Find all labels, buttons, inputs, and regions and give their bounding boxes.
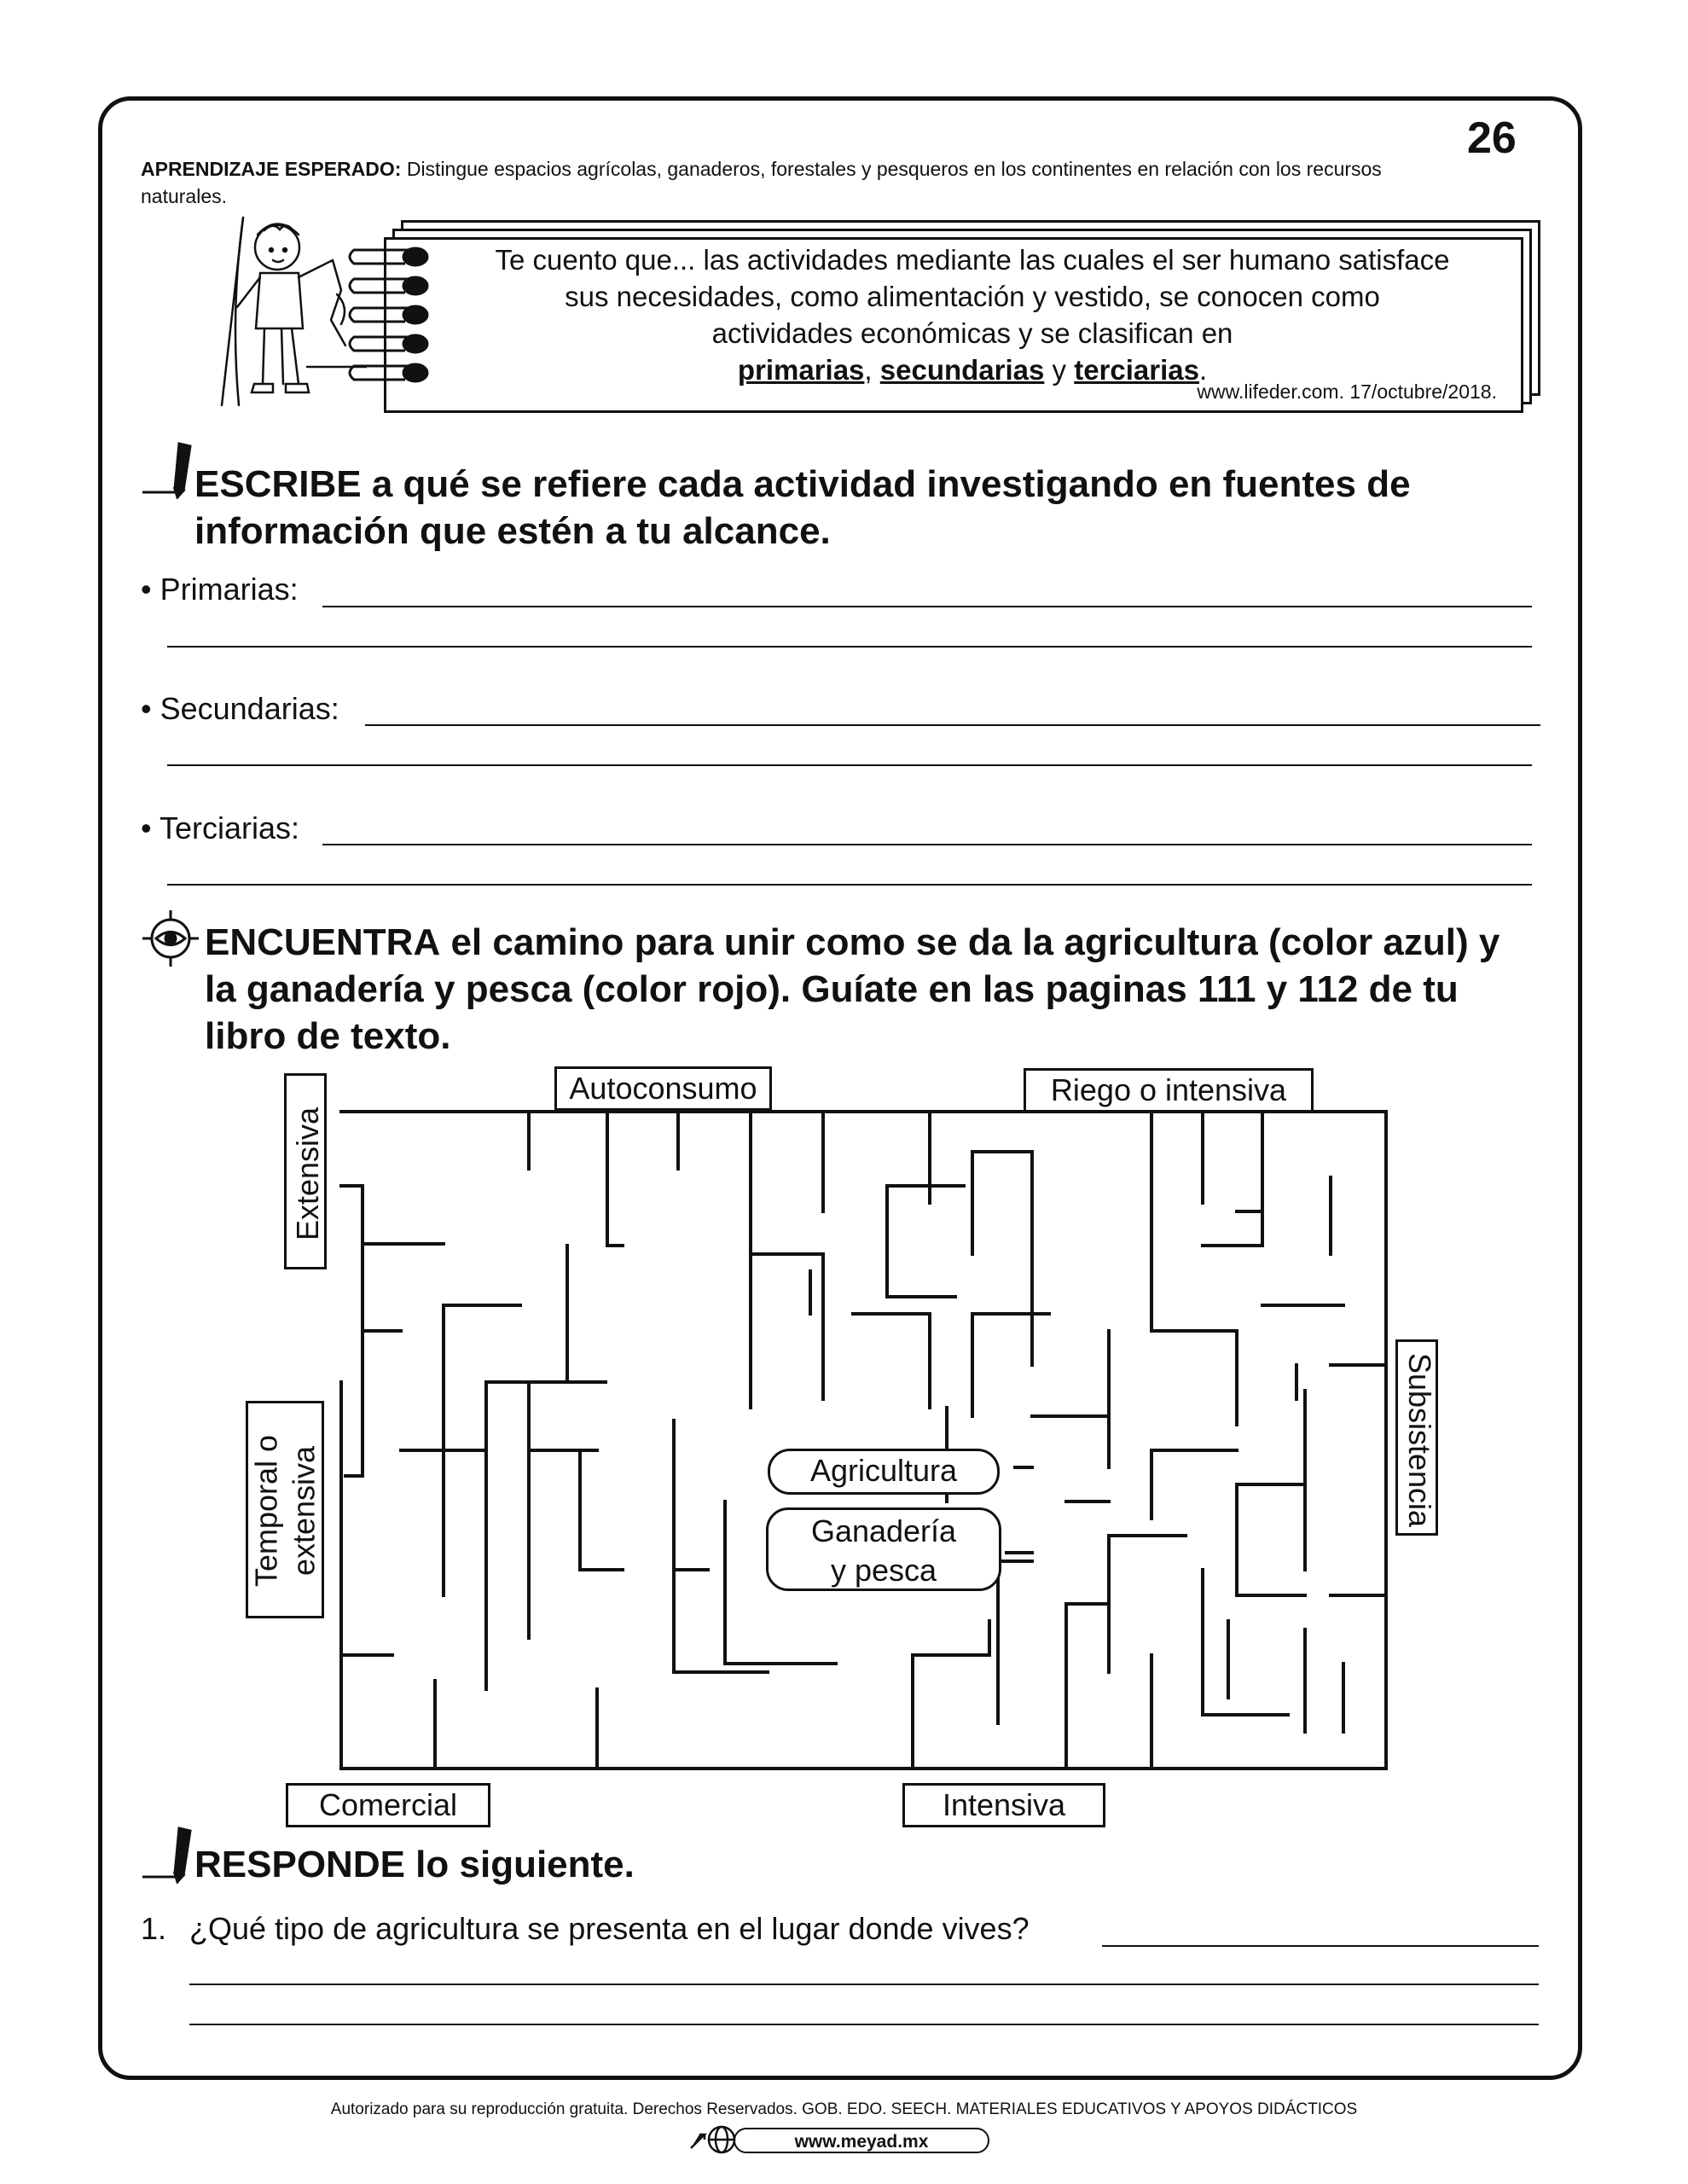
section-escribe-keyword: ESCRIBE: [194, 463, 362, 505]
conjunction: y: [1052, 354, 1067, 386]
footer-url[interactable]: www.meyad.mx: [734, 2128, 989, 2153]
maze-label-riego[interactable]: Riego o intensiva: [1024, 1068, 1314, 1112]
info-card-line-1: Te cuento que... las actividades mediante las cuales el ser humano satisface: [495, 244, 1450, 276]
section-responde-keyword: RESPONDE: [194, 1844, 405, 1885]
footer-text: Autorizado para su reproducción gratuita. Derechos Reservados. GOB. EDO. SEECH. MATERIALES EDUCATIVOS Y APOYOS DIDÁCTICOS: [330, 2100, 1358, 2118]
maze-label-autoconsumo[interactable]: Autoconsumo: [554, 1066, 772, 1111]
maze-label-temporal-box[interactable]: [246, 1401, 324, 1618]
section-encuentra-keyword: ENCUENTRA: [205, 921, 441, 963]
maze-label-subsistencia: Subsistencia: [1402, 1352, 1437, 1528]
field-label-primarias: • Primarias:: [141, 572, 299, 607]
learning-objective-text: Distingue espacios agrícolas, ganaderos, forestales y pesqueros en los continentes en relación con los recursos naturales.: [141, 158, 1382, 207]
maze-label-intensiva[interactable]: Intensiva: [902, 1783, 1105, 1827]
page-number: 26: [1467, 113, 1517, 163]
section-escribe-line-1: a qué se refiere cada actividad investigando en fuentes de: [361, 463, 1411, 505]
section-encuentra-line-1: el camino para unir como se da la agricultura (color azul) y: [440, 921, 1500, 963]
question-number: 1.: [141, 1911, 167, 1946]
field-label-terciarias: • Terciarias:: [141, 810, 299, 845]
globe-cursor-icon: [689, 2123, 740, 2157]
maze-label-subsistencia-box[interactable]: [1395, 1339, 1438, 1536]
question-1: ¿Qué tipo de agricultura se presenta en el lugar donde vives?: [189, 1911, 1030, 1946]
maze-start-ganaderia[interactable]: [766, 1507, 1001, 1591]
source-citation: www.lifeder.com. 17/octubre/2018.: [1197, 380, 1497, 403]
maze-start-ganaderia-line-2: y pesca: [830, 1553, 937, 1588]
period: .: [1199, 354, 1208, 386]
maze-start-ganaderia-line-1: Ganadería: [810, 1513, 957, 1548]
maze-label-comercial[interactable]: Comercial: [286, 1783, 490, 1827]
term-secundarias: secundarias: [879, 354, 1045, 386]
info-card-line-3: actividades económicas y se clasifican en: [711, 317, 1233, 349]
section-escribe-line-2: información que estén a tu alcance.: [194, 510, 831, 552]
term-primarias: primarias: [737, 354, 865, 386]
answer-line-q1-1[interactable]: [1102, 1945, 1539, 1947]
maze-label-temporal: [248, 1403, 327, 1620]
maze-label-extensiva-box[interactable]: [284, 1073, 327, 1269]
section-responde-heading: [194, 1841, 635, 1888]
answer-line-q1-3[interactable]: [189, 2024, 1539, 2025]
maze-label-extensiva: Extensiva: [290, 1107, 325, 1241]
learning-objective-label: APRENDIZAJE ESPERADO:: [141, 158, 402, 180]
section-encuentra-line-2: la ganadería y pesca (color rojo). Guíate en las paginas 111 y 112 de tu: [205, 968, 1459, 1010]
section-encuentra-line-3: libro de texto.: [205, 1015, 451, 1057]
answer-line-q1-2[interactable]: [189, 1984, 1539, 1985]
pencil-icon: [141, 1824, 196, 1884]
maze-label-temporal-line-2: extensiva: [286, 1445, 322, 1577]
section-responde-rest: lo siguiente.: [404, 1844, 635, 1885]
maze-label-temporal-line-1: Temporal o: [248, 1434, 284, 1588]
info-card-line-2: sus necesidades, como alimentación y vestido, se conocen como: [565, 281, 1380, 312]
field-label-secundarias: • Secundarias:: [141, 691, 339, 726]
term-terciarias: terciarias: [1074, 354, 1199, 386]
comma: ,: [864, 354, 873, 386]
maze-start-agricultura[interactable]: Agricultura: [768, 1449, 1000, 1495]
